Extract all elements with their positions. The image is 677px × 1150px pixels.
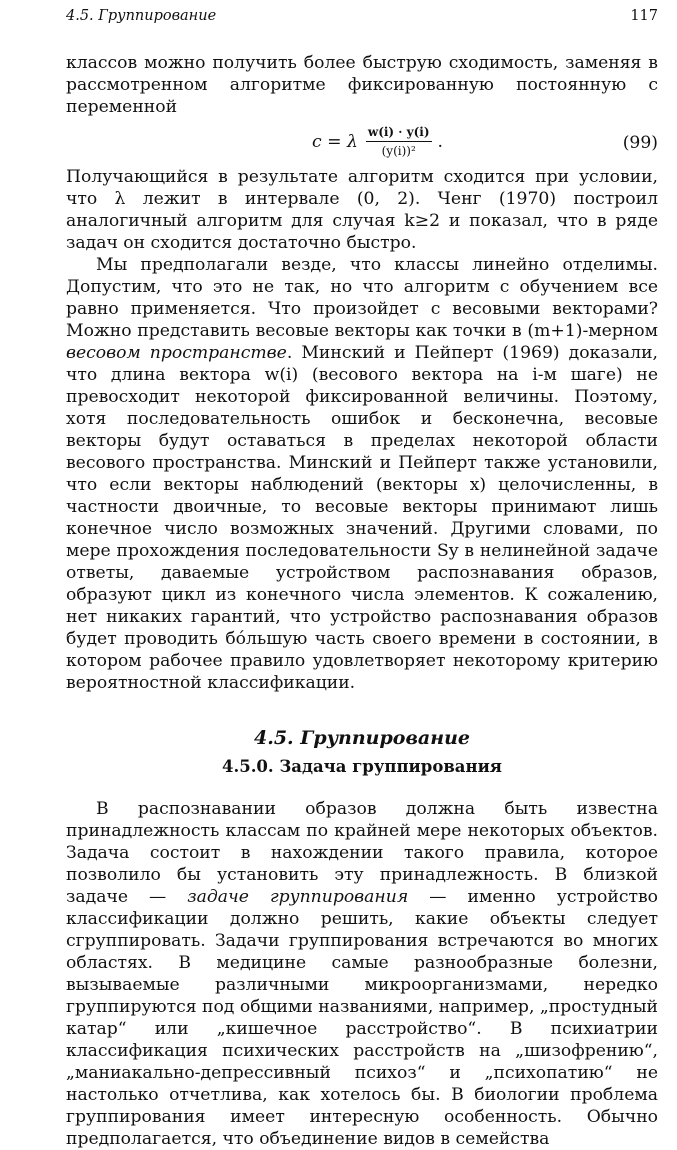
equation-denominator: (y(i))² [381,144,416,158]
equation-number: (99) [622,133,658,153]
paragraph-nonseparable-part-1: Мы предполагали везде, что классы линейно отделимы. Допустим, что это не так, но что алгоритм с обучением все равно применяется. Что произойдет с весовыми векторами? Можно представить весовые векторы как точки в (m+1)-мерном [66,255,658,341]
paragraph-nonseparable [66,254,658,694]
equation-numerator: w(i) · y(i) [366,124,432,142]
paragraph-continuation: классов можно получить более быструю сходимость, заменяя в рассмотренном алгоритме фиксированную постоянную c переменной [66,53,658,117]
emphasis-clustering-task: задаче группирования [187,887,409,907]
paragraph-clustering-part-1: В распознавании образов должна быть известна принадлежность классам по крайней мере некоторых объектов. Задача состоит в нахождении такого правила, которое позволило бы установить эту принадлежность. В близкой задаче — [66,799,658,907]
section-title: 4.5. Группирование [254,727,470,749]
equation-expression [312,124,443,159]
page-number: 117 [630,8,658,24]
equation-fraction [366,124,432,159]
paragraph-clustering-part-2: — именно устройство классификации должно решить, какие объекты следует сгруппировать. Задачи группирования встречаются во многих областях. В медицине самые разнообразные болезни, вызываемые различными микроорганизмами, нередко группируются под общими названиями, например, „простудный катар“ или „кишечное расстройство“. В психиатрии классификация психических расстройств на „шизофрению“, „маниакально-депрессивный психоз“ и „психопатию“ не настолько отчетлива, как хотелось бы. В биологии проблема группирования имеет интересную особенность. Обычно предполагается, что объединение видов в семейства [66,887,659,1149]
running-header [66,8,658,28]
body-text [66,52,658,1150]
running-header-section: 4.5. Группирование [66,8,217,24]
emphasis-weight-space: весовом пространстве [66,343,287,363]
equation-period: . [437,131,443,152]
paragraph-nonseparable-part-2: . Минский и Пейперт (1969) доказали, что длина вектора w(i) (весового вектора на i-м шаге) не превосходит некоторой фиксированной величины. Поэтому, хотя последовательность ошибок и бесконечна, весовые векторы будут оставаться в пределах некоторой области весового пространства. Минский и Пейперт также установили, что если векторы наблюдений (векторы x) целочисленны, в частности двоичные, то весовые векторы принимают лишь конечное число возможных значений. Другими словами, по мере прохождения последовательности Sy в нелинейной задаче ответы, даваемые устройством распознавания образов, образуют цикл из конечного числа элементов. К сожалению, нет никаких гарантий, что устройство распознавания образов будет проводить бóльшую часть своего времени в состоянии, в котором рабочее правило удовлетворяет некоторому критерию вероятностной классификации. [66,343,658,693]
equation-lhs: c = λ [312,131,358,152]
paragraph-convergence: Получающийся в результате алгоритм сходится при условии, что λ лежит в интервале (0, 2). Ченг (1970) построил аналогичный алгоритм для случая k≥2 и показал, что в ряде задач он сходится достаточно быстро. [66,167,658,253]
subsection-title: 4.5.0. Задача группирования [221,757,503,776]
paragraph-clustering [66,798,658,1150]
equation-99 [66,120,658,166]
